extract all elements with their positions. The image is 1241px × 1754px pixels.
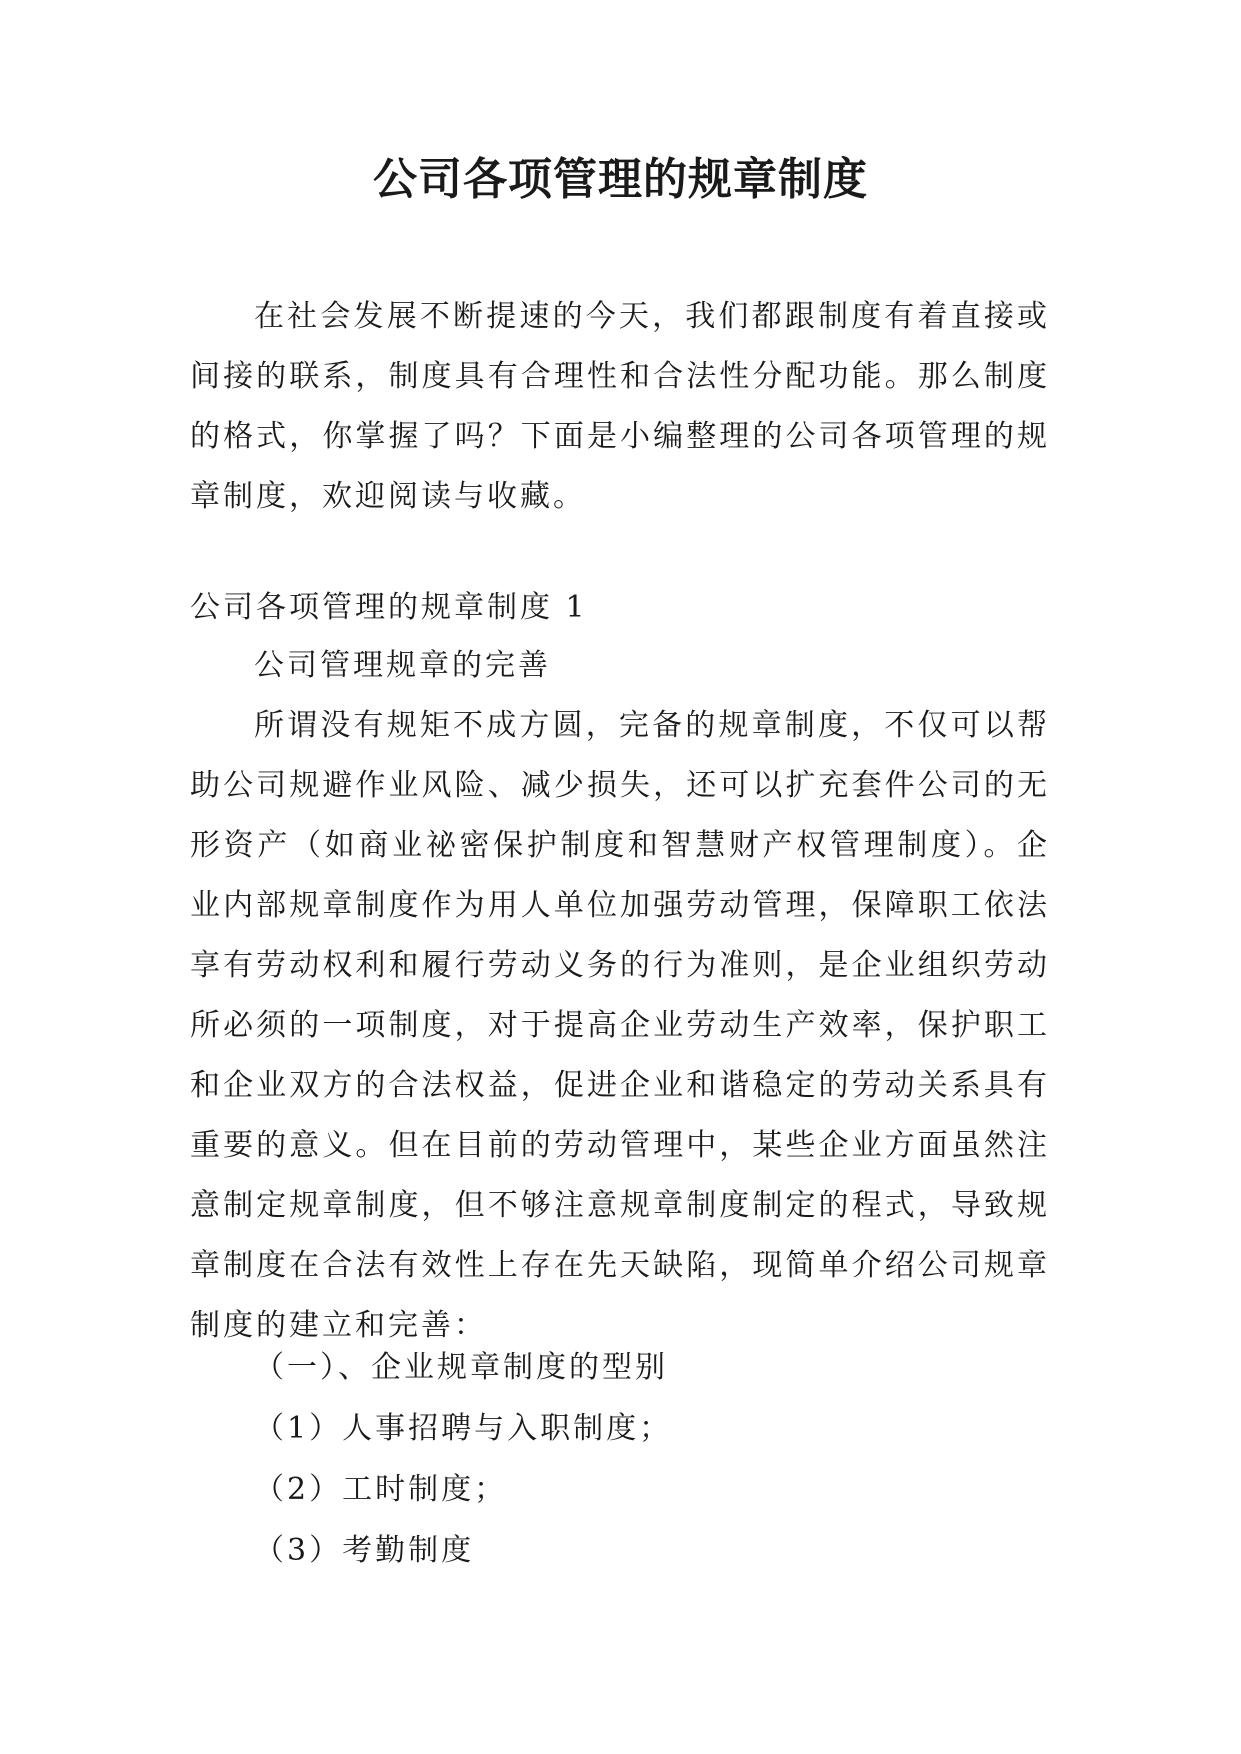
document-title: 公司各项管理的规章制度 xyxy=(373,154,868,205)
intro-paragraph: 在社会发展不断提速的今天，我们都跟制度有着直接或间接的联系，制度具有合理性和合法性分配功能。那么制度的格式，你掌握了吗？下面是小编整理的公司各项管理的规章制度，欢迎阅读与收藏。 xyxy=(190,299,1050,514)
main-paragraph: 所谓没有规矩不成方圆，完备的规章制度，不仅可以帮助公司规避作业风险、减少损失，还可以扩充套件公司的无形资产（如商业祕密保护制度和智慧财产权管理制度）。企业内部规章制度作为用人单位加强劳动管理，保障职工依法享有劳动权利和履行劳动义务的行为准则，是企业组织劳动所必须的一项制度，对于提高企业劳动生产效率，保护职工和企业双方的合法权益，促进企业和谐稳定的劳动关系具有重要的意义。但在目前的劳动管理中，某些企业方面虽然注意制定规章制度，但不够注意规章制度制定的程式，导致规章制度在合法有效性上存在先天缺陷，现简单介绍公司规章制度的建立和完善： xyxy=(190,708,1050,1343)
list-item: （2）工时制度； xyxy=(254,1472,508,1507)
subheading: 公司管理规章的完善 xyxy=(254,648,551,683)
list-item: （1）人事招聘与入职制度； xyxy=(254,1411,673,1446)
list-item: （3）考勤制度 xyxy=(254,1533,475,1568)
regulation-type-list xyxy=(254,1338,1054,1582)
section-heading: 公司各项管理的规章制度 1 xyxy=(190,590,588,625)
list-item: （一）、企业规章制度的型别 xyxy=(254,1350,668,1385)
